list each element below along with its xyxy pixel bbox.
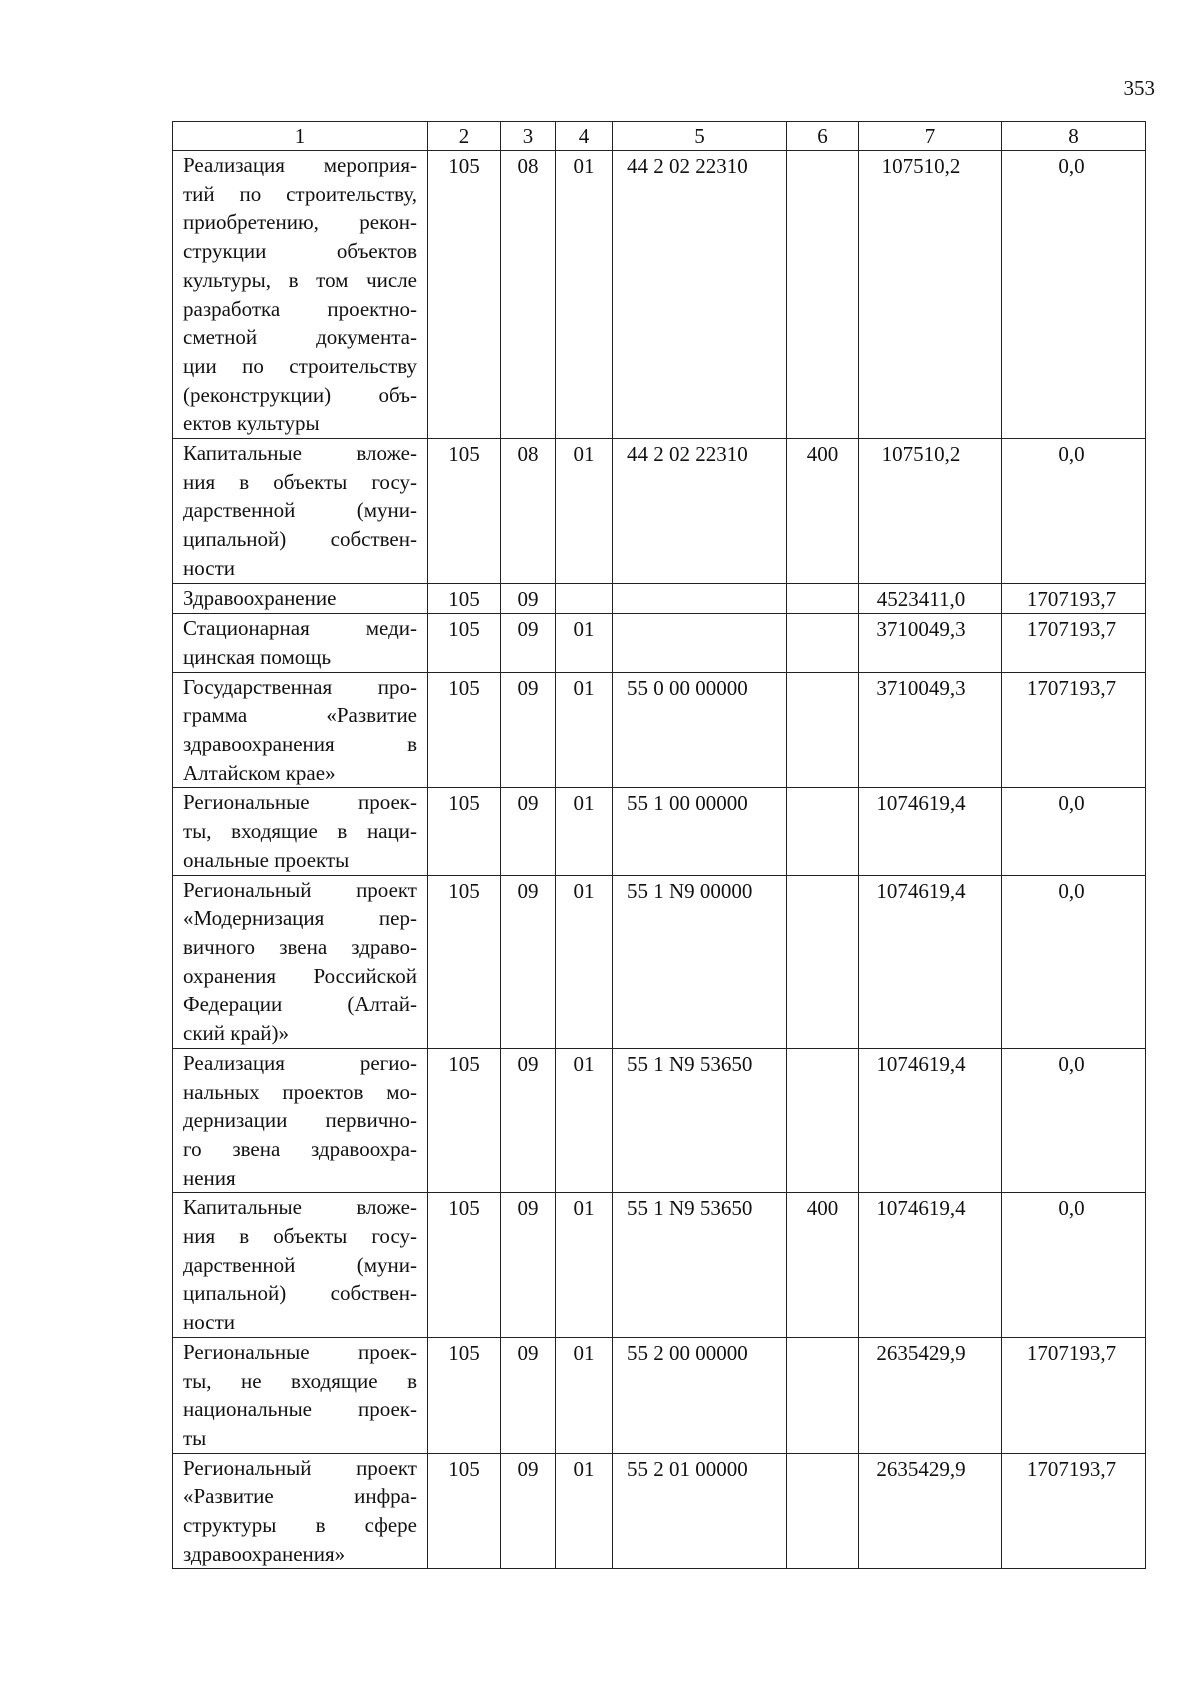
row-name-line: Региональные проек-	[183, 1339, 417, 1364]
row-name-cell	[173, 672, 428, 788]
row-name-cell	[173, 1048, 428, 1193]
row-name-line: здравоохранения в	[183, 732, 417, 757]
row-name-line: тий по строительству,	[183, 181, 417, 206]
row-name-line: национальные проек-	[183, 1397, 417, 1422]
header-col-5: 5	[613, 122, 787, 151]
row-name-line: ципальной) собствен-	[183, 1281, 417, 1306]
item-code-cell: 01	[556, 614, 613, 672]
section-code-cell: 105	[428, 788, 501, 875]
section-code-cell: 105	[428, 583, 501, 614]
subsection-code-cell: 09	[501, 1193, 556, 1338]
expense-type-cell	[787, 788, 859, 875]
header-col-4: 4	[556, 122, 613, 151]
expense-type-cell: 400	[787, 1193, 859, 1338]
row-name-line: ектов культуры	[183, 411, 320, 436]
amount-alt-cell: 1707193,7	[1002, 583, 1146, 614]
row-name-line: дернизации первично-	[183, 1108, 417, 1133]
target-code-cell: 55 1 00 00000	[613, 788, 787, 875]
subsection-code-cell: 09	[501, 1453, 556, 1569]
table-body	[173, 151, 1146, 1569]
subsection-code-cell: 08	[501, 151, 556, 439]
amount-cell: 107510,2	[859, 439, 1002, 584]
target-code-cell: 55 2 01 00000	[613, 1453, 787, 1569]
subsection-code-cell: 09	[501, 788, 556, 875]
row-name-line: ности	[183, 1310, 235, 1335]
row-name-line: вичного звена здраво-	[183, 934, 417, 959]
table-row	[173, 151, 1146, 439]
table-row	[173, 672, 1146, 788]
amount-alt-cell: 0,0	[1002, 151, 1146, 439]
row-name-line: ты, не входящие в	[183, 1368, 417, 1393]
target-code-cell	[613, 583, 787, 614]
row-name-line: ты, входящие в наци-	[183, 819, 417, 844]
target-code-cell: 55 1 N9 53650	[613, 1193, 787, 1338]
expense-type-cell	[787, 672, 859, 788]
item-code-cell: 01	[556, 1193, 613, 1338]
table-row	[173, 788, 1146, 875]
row-name-line: ния в объекты госу-	[183, 1224, 417, 1249]
table-row	[173, 583, 1146, 614]
item-code-cell: 01	[556, 439, 613, 584]
row-name-line: нальных проектов мо-	[183, 1079, 417, 1104]
row-name-line: ципальной) собствен-	[183, 527, 417, 552]
target-code-cell: 55 1 N9 53650	[613, 1048, 787, 1193]
row-name-line: «Модернизация пер-	[183, 906, 417, 931]
section-code-cell: 105	[428, 1048, 501, 1193]
item-code-cell: 01	[556, 1048, 613, 1193]
amount-cell: 2635429,9	[859, 1453, 1002, 1569]
subsection-code-cell: 09	[501, 875, 556, 1048]
amount-alt-cell: 1707193,7	[1002, 614, 1146, 672]
table-row	[173, 1337, 1146, 1453]
subsection-code-cell: 09	[501, 614, 556, 672]
row-name-line: Капитальные вложе-	[183, 441, 417, 466]
table-row	[173, 875, 1146, 1048]
row-name-cell	[173, 1193, 428, 1338]
expense-type-cell: 400	[787, 439, 859, 584]
header-row	[173, 122, 1146, 151]
header-col-7: 7	[859, 122, 1002, 151]
row-name-cell	[173, 439, 428, 584]
row-name-line: приобретению, рекон-	[183, 210, 417, 235]
table-row	[173, 439, 1146, 584]
target-code-cell: 55 2 00 00000	[613, 1337, 787, 1453]
subsection-code-cell: 09	[501, 1048, 556, 1193]
amount-alt-cell: 0,0	[1002, 1048, 1146, 1193]
row-name-line: ский край)»	[183, 1021, 290, 1046]
section-code-cell: 105	[428, 614, 501, 672]
section-code-cell: 105	[428, 1453, 501, 1569]
target-code-cell: 44 2 02 22310	[613, 439, 787, 584]
row-name-line: ональные проекты	[183, 847, 350, 872]
row-name-line: Государственная про-	[183, 674, 417, 699]
row-name-line: Алтайском крае»	[183, 760, 336, 785]
expense-type-cell	[787, 1048, 859, 1193]
table-row	[173, 1193, 1146, 1338]
amount-alt-cell: 0,0	[1002, 875, 1146, 1048]
row-name-line: Реализация регио-	[183, 1050, 417, 1075]
amount-cell: 2635429,9	[859, 1337, 1002, 1453]
row-name-line: ния в объекты госу-	[183, 469, 417, 494]
page-number: 353	[1123, 76, 1155, 100]
row-name-line: ты	[183, 1425, 207, 1450]
header-col-8: 8	[1002, 122, 1146, 151]
row-name-line: разработка проектно-	[183, 296, 417, 321]
row-name-line: цинская помощь	[183, 644, 332, 669]
expense-type-cell	[787, 875, 859, 1048]
section-code-cell: 105	[428, 439, 501, 584]
row-name-line: (реконструкции) объ-	[183, 382, 417, 407]
target-code-cell	[613, 614, 787, 672]
item-code-cell: 01	[556, 151, 613, 439]
amount-alt-cell: 1707193,7	[1002, 1453, 1146, 1569]
target-code-cell: 44 2 02 22310	[613, 151, 787, 439]
table-row	[173, 1048, 1146, 1193]
row-name-line: здравоохранения»	[183, 1541, 346, 1566]
expense-type-cell	[787, 583, 859, 614]
expense-type-cell	[787, 151, 859, 439]
amount-cell: 1074619,4	[859, 1048, 1002, 1193]
section-code-cell: 105	[428, 151, 501, 439]
amount-cell: 4523411,0	[859, 583, 1002, 614]
row-name-line: Федерации (Алтай-	[183, 992, 417, 1017]
item-code-cell: 01	[556, 1337, 613, 1453]
row-name-line: структуры в сфере	[183, 1513, 417, 1538]
header-col-6: 6	[787, 122, 859, 151]
row-name-line: Региональный проект	[183, 877, 417, 902]
row-name-line: го звена здравоохра-	[183, 1136, 417, 1161]
amount-alt-cell: 1707193,7	[1002, 672, 1146, 788]
subsection-code-cell: 08	[501, 439, 556, 584]
row-name-line: охранения Российской	[183, 963, 417, 988]
row-name-line: сметной документа-	[183, 325, 417, 350]
row-name-line: «Развитие инфра-	[183, 1484, 417, 1509]
row-name-line: ции по строительству	[183, 353, 417, 378]
item-code-cell	[556, 583, 613, 614]
row-name-cell	[173, 1337, 428, 1453]
item-code-cell: 01	[556, 788, 613, 875]
amount-cell: 1074619,4	[859, 1193, 1002, 1338]
item-code-cell: 01	[556, 1453, 613, 1569]
row-name-line: Здравоохранение	[183, 585, 337, 610]
target-code-cell: 55 1 N9 00000	[613, 875, 787, 1048]
table-header	[173, 122, 1146, 151]
amount-cell: 107510,2	[859, 151, 1002, 439]
amount-cell: 1074619,4	[859, 875, 1002, 1048]
amount-alt-cell: 0,0	[1002, 439, 1146, 584]
row-name-line: Капитальные вложе-	[183, 1195, 417, 1220]
row-name-cell	[173, 614, 428, 672]
section-code-cell: 105	[428, 672, 501, 788]
row-name-cell	[173, 151, 428, 439]
section-code-cell: 105	[428, 1337, 501, 1453]
row-name-line: Стационарная меди-	[183, 616, 417, 641]
row-name-line: дарственной (муни-	[183, 1252, 417, 1277]
budget-table	[172, 121, 1146, 1569]
section-code-cell: 105	[428, 1193, 501, 1338]
row-name-cell	[173, 1453, 428, 1569]
target-code-cell: 55 0 00 00000	[613, 672, 787, 788]
row-name-cell	[173, 788, 428, 875]
row-name-line: струкции объектов	[183, 239, 417, 264]
row-name-line: культуры, в том числе	[183, 267, 417, 292]
subsection-code-cell: 09	[501, 1337, 556, 1453]
table-row	[173, 1453, 1146, 1569]
expense-type-cell	[787, 614, 859, 672]
item-code-cell: 01	[556, 875, 613, 1048]
row-name-cell	[173, 583, 428, 614]
amount-alt-cell: 0,0	[1002, 1193, 1146, 1338]
row-name-line: нения	[183, 1165, 236, 1190]
row-name-line: грамма «Развитие	[183, 703, 417, 728]
header-col-1: 1	[173, 122, 428, 151]
row-name-line: Региональный проект	[183, 1455, 417, 1480]
section-code-cell: 105	[428, 875, 501, 1048]
amount-cell: 3710049,3	[859, 672, 1002, 788]
row-name-line: ности	[183, 555, 235, 580]
header-col-2: 2	[428, 122, 501, 151]
row-name-cell	[173, 875, 428, 1048]
amount-cell: 1074619,4	[859, 788, 1002, 875]
table-row	[173, 614, 1146, 672]
header-col-3: 3	[501, 122, 556, 151]
amount-alt-cell: 0,0	[1002, 788, 1146, 875]
subsection-code-cell: 09	[501, 672, 556, 788]
item-code-cell: 01	[556, 672, 613, 788]
expense-type-cell	[787, 1453, 859, 1569]
amount-alt-cell: 1707193,7	[1002, 1337, 1146, 1453]
row-name-line: Реализация мероприя-	[183, 153, 417, 177]
expense-type-cell	[787, 1337, 859, 1453]
row-name-line: дарственной (муни-	[183, 498, 417, 523]
amount-cell: 3710049,3	[859, 614, 1002, 672]
row-name-line: Региональные проек-	[183, 790, 417, 815]
subsection-code-cell: 09	[501, 583, 556, 614]
